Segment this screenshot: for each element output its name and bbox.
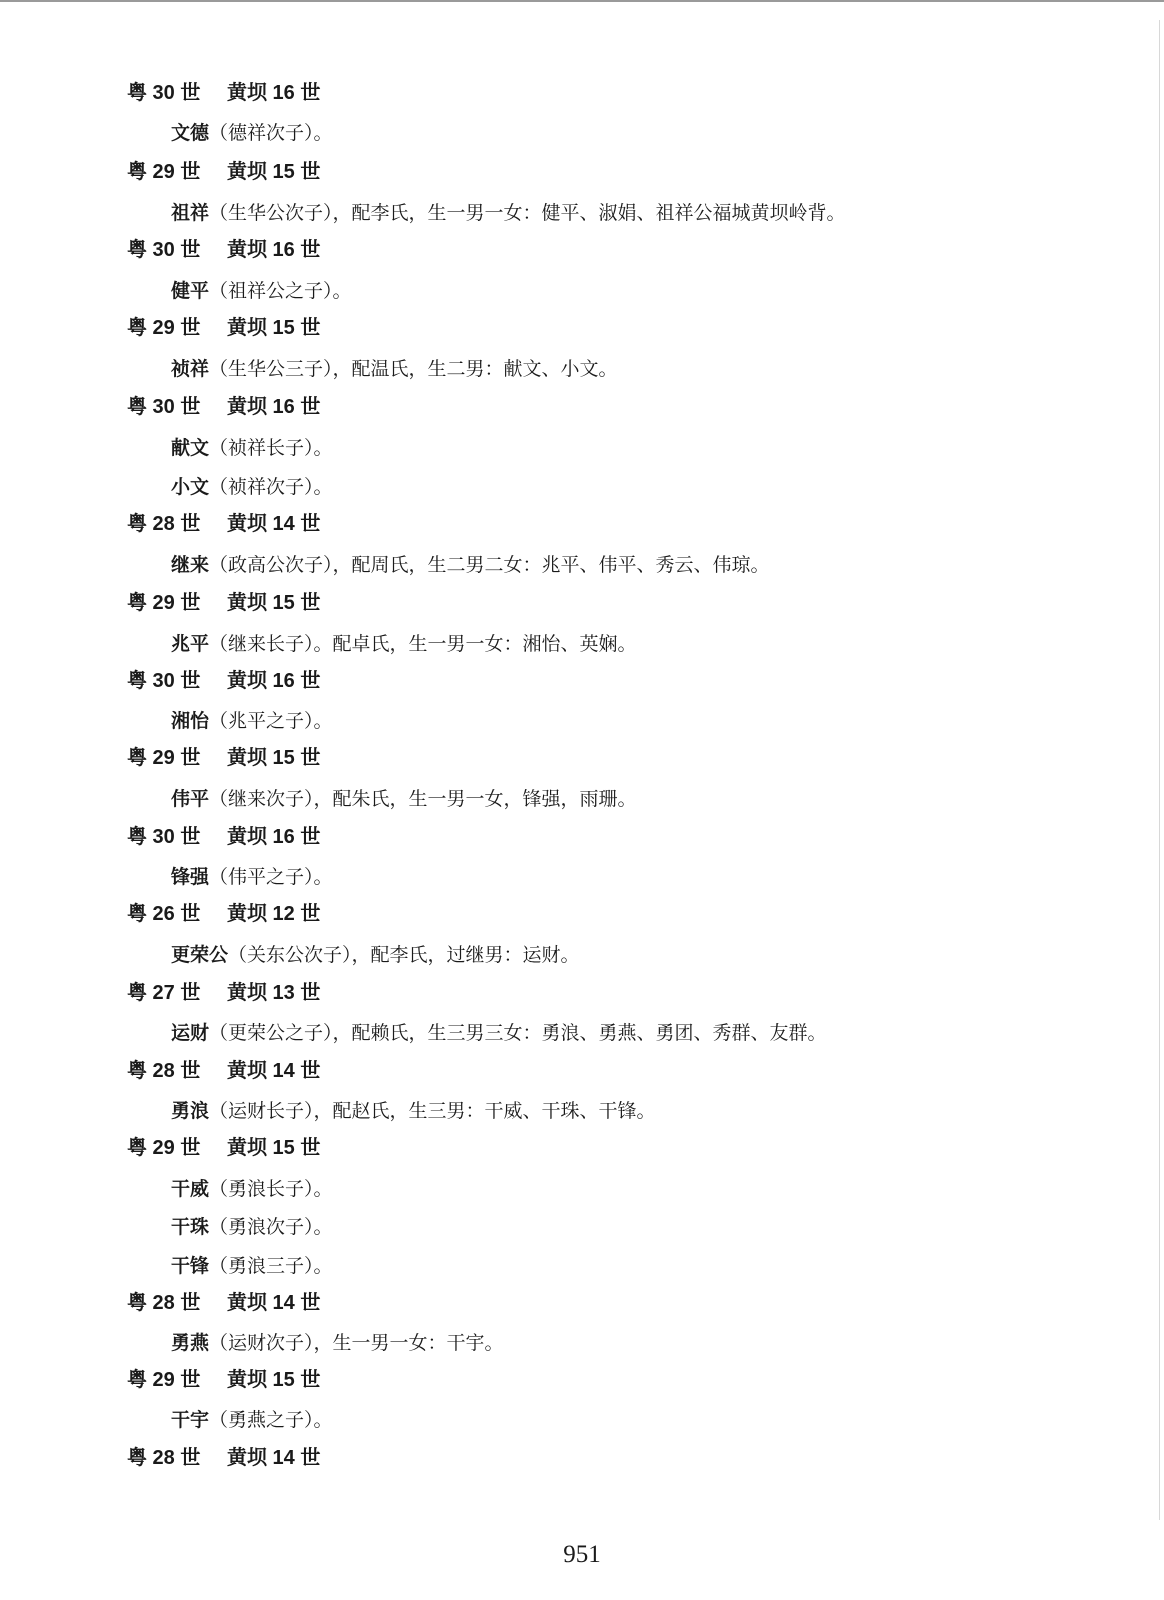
huangba-generation: 黄坝 15 世 <box>227 161 321 183</box>
yue-generation: 粤 27 世 <box>127 982 201 1004</box>
generation-heading <box>127 1136 320 1160</box>
huangba-generation: 黄坝 15 世 <box>227 317 321 339</box>
huangba-generation: 黄坝 14 世 <box>227 1292 321 1314</box>
person-description: （兆平之子）。 <box>209 710 333 732</box>
huangba-generation: 黄坝 16 世 <box>227 396 321 418</box>
person-description: （继来次子），配朱氏，生一男一女，锋强，雨珊。 <box>209 788 637 810</box>
huangba-generation: 黄坝 14 世 <box>227 513 321 535</box>
person-description: （生华公次子），配李氏，生一男一女：健平、淑娟、祖祥公福城黄坝岭背。 <box>209 202 846 224</box>
person-description: （更荣公之子），配赖氏，生三男三女：勇浪、勇燕、勇团、秀群、友群。 <box>209 1022 827 1044</box>
generation-heading <box>127 160 320 184</box>
person-description: （政高公次子），配周氏，生二男二女：兆平、伟平、秀云、伟琼。 <box>209 554 770 576</box>
person-entry <box>171 121 333 145</box>
yue-generation: 粤 29 世 <box>127 592 201 614</box>
person-name: 运财 <box>171 1022 210 1044</box>
yue-generation: 粤 30 世 <box>127 82 201 104</box>
person-entry <box>171 475 333 499</box>
person-description: （继来长子）。配卓氏，生一男一女：湘怡、英娴。 <box>209 633 637 655</box>
generation-heading <box>127 669 320 693</box>
person-name: 干宇 <box>171 1409 210 1431</box>
yue-generation: 粤 29 世 <box>127 747 201 769</box>
page-number: 951 <box>563 1541 601 1568</box>
generation-heading <box>127 1059 320 1083</box>
huangba-generation: 黄坝 14 世 <box>227 1060 321 1082</box>
generation-heading <box>127 395 320 419</box>
person-entry <box>171 787 637 811</box>
yue-generation: 粤 26 世 <box>127 903 201 925</box>
person-entry <box>171 1254 333 1278</box>
yue-generation: 粤 29 世 <box>127 317 201 339</box>
person-name: 干珠 <box>171 1216 210 1238</box>
yue-generation: 粤 29 世 <box>127 161 201 183</box>
person-description: （祯祥次子）。 <box>209 476 333 498</box>
huangba-generation: 黄坝 16 世 <box>227 826 321 848</box>
person-entry <box>171 357 618 381</box>
person-description: （德祥次子）。 <box>209 122 333 144</box>
yue-generation: 粤 30 世 <box>127 670 201 692</box>
person-description: （运财长子），配赵氏，生三男：干威、干珠、干锋。 <box>209 1100 656 1122</box>
huangba-generation: 黄坝 16 世 <box>227 82 321 104</box>
person-entry <box>171 1021 827 1045</box>
person-name: 干锋 <box>171 1255 210 1277</box>
generation-heading <box>127 316 320 340</box>
person-name: 献文 <box>171 437 210 459</box>
huangba-generation: 黄坝 16 世 <box>227 239 321 261</box>
person-name: 健平 <box>171 280 210 302</box>
person-description: （生华公三子），配温氏，生二男：献文、小文。 <box>209 358 618 380</box>
person-entry <box>171 1408 333 1432</box>
person-name: 伟平 <box>171 788 210 810</box>
person-entry <box>171 709 333 733</box>
person-description: （勇浪次子）。 <box>209 1216 333 1238</box>
person-name: 勇浪 <box>171 1100 210 1122</box>
generation-heading <box>127 981 320 1005</box>
huangba-generation: 黄坝 15 世 <box>227 1137 321 1159</box>
yue-generation: 粤 28 世 <box>127 1292 201 1314</box>
person-entry <box>171 436 333 460</box>
person-name: 小文 <box>171 476 210 498</box>
generation-heading <box>127 1446 320 1470</box>
person-entry <box>171 865 333 889</box>
person-description: （伟平之子）。 <box>209 866 333 888</box>
generation-heading <box>127 746 320 770</box>
person-name: 祖祥 <box>171 202 210 224</box>
person-entry <box>171 1331 504 1355</box>
person-name: 湘怡 <box>171 710 210 732</box>
person-name: 文德 <box>171 122 210 144</box>
person-entry <box>171 632 637 656</box>
yue-generation: 粤 30 世 <box>127 826 201 848</box>
yue-generation: 粤 29 世 <box>127 1137 201 1159</box>
generation-heading <box>127 1291 320 1315</box>
huangba-generation: 黄坝 12 世 <box>227 903 321 925</box>
huangba-generation: 黄坝 15 世 <box>227 592 321 614</box>
person-description: （勇浪三子）。 <box>209 1255 333 1277</box>
huangba-generation: 黄坝 15 世 <box>227 747 321 769</box>
generation-heading <box>127 825 320 849</box>
generation-heading <box>127 591 320 615</box>
yue-generation: 粤 29 世 <box>127 1369 201 1391</box>
huangba-generation: 黄坝 14 世 <box>227 1447 321 1469</box>
person-description: （勇燕之子）。 <box>209 1409 333 1431</box>
person-name: 锋强 <box>171 866 210 888</box>
huangba-generation: 黄坝 15 世 <box>227 1369 321 1391</box>
huangba-generation: 黄坝 16 世 <box>227 670 321 692</box>
person-name: 继来 <box>171 554 210 576</box>
person-entry <box>171 943 580 967</box>
person-name: 干威 <box>171 1178 210 1200</box>
person-description: （运财次子），生一男一女：干宇。 <box>209 1332 504 1354</box>
generation-heading <box>127 238 320 262</box>
person-name: 兆平 <box>171 633 210 655</box>
yue-generation: 粤 30 世 <box>127 396 201 418</box>
yue-generation: 粤 28 世 <box>127 513 201 535</box>
person-description: （勇浪长子）。 <box>209 1178 333 1200</box>
person-entry <box>171 1177 333 1201</box>
yue-generation: 粤 30 世 <box>127 239 201 261</box>
person-entry <box>171 201 846 225</box>
generation-heading <box>127 81 320 105</box>
person-name: 更荣公 <box>171 944 229 966</box>
person-entry <box>171 1215 333 1239</box>
generation-heading <box>127 1368 320 1392</box>
person-description: （关东公次子），配李氏，过继男：运财。 <box>228 944 580 966</box>
person-description: （祖祥公之子）。 <box>209 280 352 302</box>
person-entry <box>171 1099 656 1123</box>
person-entry <box>171 553 770 577</box>
generation-heading <box>127 512 320 536</box>
yue-generation: 粤 28 世 <box>127 1447 201 1469</box>
person-name: 勇燕 <box>171 1332 210 1354</box>
huangba-generation: 黄坝 13 世 <box>227 982 321 1004</box>
yue-generation: 粤 28 世 <box>127 1060 201 1082</box>
person-description: （祯祥长子）。 <box>209 437 333 459</box>
person-name: 祯祥 <box>171 358 210 380</box>
person-entry <box>171 279 352 303</box>
generation-heading <box>127 902 320 926</box>
